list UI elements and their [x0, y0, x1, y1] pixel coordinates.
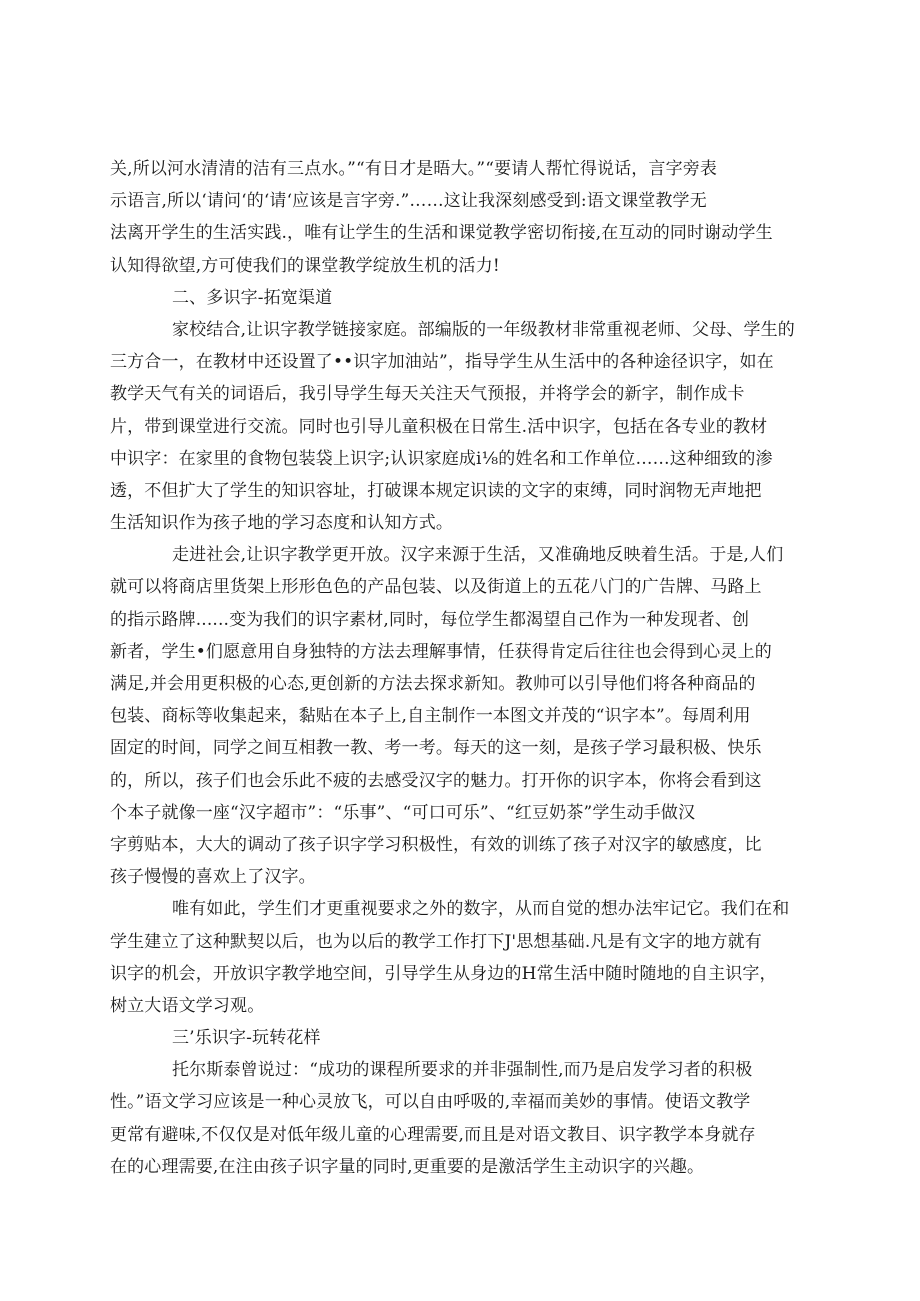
text-line: 识字的机会，开放识字教学地空间，引导学生从身边的H常生活中随时随地的自主识字，: [110, 963, 777, 984]
text-line: 认知得欲望,方可使我们的课堂教学绽放生机的活力!: [110, 255, 500, 276]
paragraph-first-line: 托尔斯泰曾说过：“成功的课程所要求的并非强制性,而乃是启发学习者的积极: [172, 1060, 753, 1081]
text-line: 更常有避味,不仅仅是对低年级儿童的心理需要,而且是对语文教目、识字教学本身就存: [110, 1124, 756, 1145]
text-line: 的指示路牌......变为我们的识字素材,同时，每位学生都渴望自己作为一种发现者、创: [110, 609, 750, 630]
text-line: 在的心理需要,在注由孩子识字量的同时,更重要的是激活学生主动识字的兴趣。: [110, 1156, 705, 1177]
text-line: 关,所以河水清清的洁有三点水。”“有日才是晤大。”“要请人帮忙得说话，言字旁表: [110, 159, 718, 179]
text-line: 中识字：在家里的食物包装袋上识字;认识家庭成i⅛的姓名和工作单位……这种细致的渗: [110, 448, 773, 469]
text-line: 满足,并会用更积极的心态,更创新的方法去探求新知。教帅可以引导他们将各种商品的: [110, 674, 756, 694]
text-line: 性。”语文学习应该是一种心灵放飞，可以自由呼吸的,幸福而美妙的事情。使语文教学: [110, 1092, 751, 1113]
section-heading: 三’乐识字-玩转花样: [172, 1028, 321, 1049]
text-line: 片，带到课堂进行交流。同时也引导儿童积极在日常生.活中识字，包括在各专业的教材: [110, 416, 768, 437]
text-line: 教学天气有关的词语后，我引导学生每天关注天气预报，并将学会的新字，制作成卡: [110, 384, 745, 405]
text-line: 个本子就像一座“汉字超市”：“乐事”、“可口可乐”、“红豆奶茶”学生动手做汉: [110, 802, 696, 823]
text-line: 三方合一，在教材中还设置了••识字加油站”，指导学生从生活中的各种途径识字，如在: [110, 352, 774, 373]
text-line: 新者，学生•们愿意用自身独特的方法去理解事情，任获得肯定后往往也会得到心灵上的: [110, 641, 772, 662]
paragraph-first-line: 家校结合,让识字教学链接家庭。部编版的一年级教材非常重视老师、父母、学生的: [172, 319, 795, 340]
section-heading: 二、多识字-拓宽渠道: [172, 287, 333, 308]
text-line: 生活知识作为孩子地的学习态度和认知方式。: [110, 513, 453, 534]
document-page: [110, 153, 810, 1183]
text-line: 示语言,所以‘请问‘的‘请‘应该是言字旁.”……这让我深刻感受到:语文课堂教学无: [110, 191, 707, 212]
text-line: 的，所以，孩子们也会乐此不疲的去感受汉字的魅力。打开你的识字本，你将会看到这: [110, 770, 762, 791]
text-line: 法离开学生的生活实践.，唯有让学生的生活和课觉教学密切衔接,在互动的同时谢动学生: [110, 223, 773, 244]
text-line: 孩子慢慢的喜欢上了汉字。: [110, 867, 316, 888]
text-line: 包装、商标等收集起来，黏贴在本子上,自主制作一本图文并茂的“识字本”。每周利用: [110, 706, 751, 727]
text-line: 固定的时间，同学之间互相教一教、考一考。每天的这一刻，是孩子学习最积极、快乐: [110, 738, 762, 759]
paragraph-first-line: 唯有如此，学生们才更重视要求之外的数字，从而自觉的想办法牢记它。我们在和: [172, 899, 790, 920]
text-line: 树立大语文学习观。: [110, 995, 265, 1016]
text-line: 学生建立了这种默契以后，也为以后的教学工作打下J'思想基础.凡是有文字的地方就有: [110, 931, 762, 952]
text-line: 就可以将商店里货架上形形色色的产品包装、以及街道上的五花八门的广告牌、马路上: [110, 577, 762, 598]
text-line: 字剪贴本，大大的调动了孩子识字学习积极性，有效的训练了孩子对汉字的敏感度，比: [110, 834, 762, 855]
paragraph-first-line: 走进社会,让识字教学更开放。汉字来源于生活，又准确地反映着生活。于是,人们: [172, 545, 784, 566]
text-line: 透，不但扩大了学生的知识容址，打破课本规定识读的文字的束缚，同时润物无声地把: [110, 480, 762, 501]
